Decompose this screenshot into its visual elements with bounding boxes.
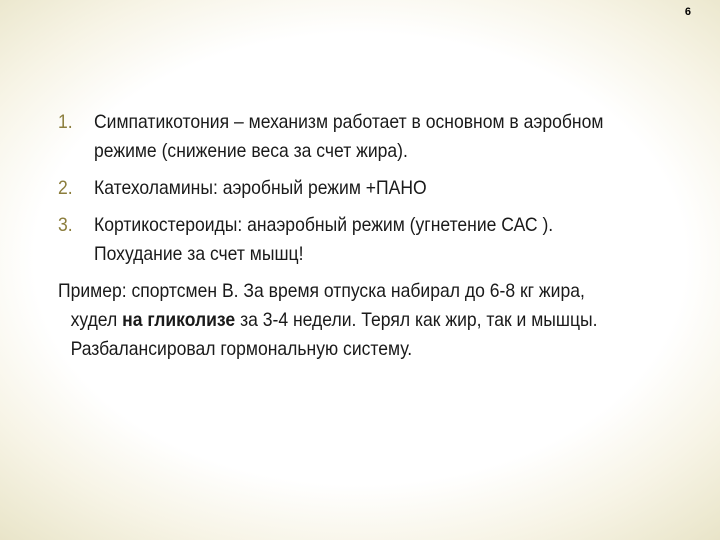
list-number: 1. bbox=[58, 111, 73, 133]
list-number: 3. bbox=[58, 214, 73, 236]
list-item-text: Катехоламины: аэробный режим +ПАНО bbox=[94, 177, 427, 199]
example-paragraph bbox=[58, 277, 607, 364]
list-item bbox=[58, 108, 607, 166]
list-number: 2. bbox=[58, 177, 73, 199]
example-text-end: за 3-4 недели. Терял как жир, так и мышцы. Разбалансировал гормональную систему. bbox=[70, 309, 598, 360]
example-bold-text: на гликолизе bbox=[122, 309, 236, 331]
list-item-text: Кортикостероиды: анаэробный режим (угнетение САС ). Похудание за счет мышц! bbox=[94, 214, 554, 265]
list-item-text: Симпатикотония – механизм работает в основном в аэробном режиме (снижение веса за счет жира). bbox=[94, 111, 604, 162]
list-item bbox=[58, 211, 607, 269]
list-item bbox=[58, 174, 607, 203]
example-text-start: Пример: спортсмен В. За время отпуска набирал до 6-8 кг жира, худел bbox=[58, 280, 585, 331]
slide-content bbox=[58, 108, 607, 364]
page-number: 6 bbox=[684, 6, 691, 18]
